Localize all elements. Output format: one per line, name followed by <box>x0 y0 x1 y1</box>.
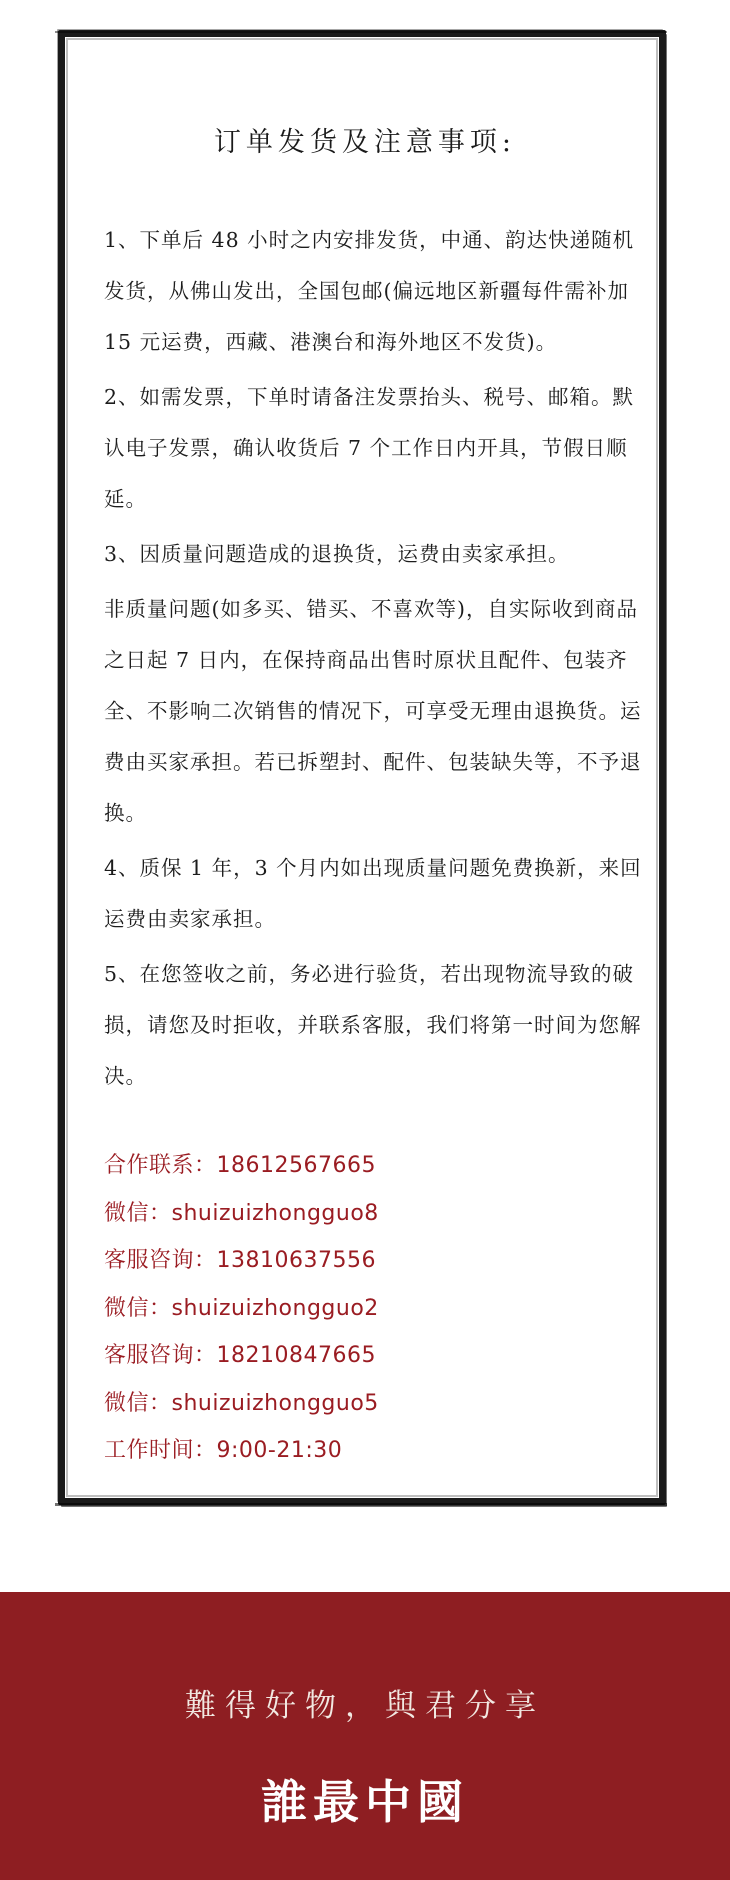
notice-paragraph-warranty: 4、质保 1 年，3 个月内如出现质量问题免费换新，来回运费由卖家承担。 <box>104 856 642 931</box>
notice-paragraph-quality-return: 3、因质量问题造成的退换货，运费由卖家承担。 <box>104 542 570 566</box>
brand-logo-text: 誰最中國 <box>261 1775 469 1829</box>
contact-service-phone-1: 客服咨询：13810637556 <box>104 1248 376 1273</box>
notice-paragraph-non-quality-return: 非质量问题(如多买、错买、不喜欢等)，自实际收到商品之日起 7 日内，在保持商品出售时原状且配件、包装齐全、不影响二次销售的情况下，可享受无理由退换货。运费由买家承担。若已拆塑封、配件、包装缺失等，不予退换。 <box>104 597 642 825</box>
contact-business-phone: 合作联系：18612567665 <box>104 1153 376 1178</box>
contact-wechat-2: 微信：shuizuizhongguo2 <box>104 1295 379 1321</box>
contact-wechat-1: 微信：shuizuizhongguo8 <box>104 1200 379 1226</box>
contact-wechat-3: 微信：shuizuizhongguo5 <box>104 1390 379 1416</box>
contact-service-phone-2: 客服咨询：18210847665 <box>104 1343 376 1368</box>
contact-working-hours: 工作时间：9:00-21:30 <box>104 1438 343 1463</box>
notice-paragraph-inspection: 5、在您签收之前，务必进行验货，若出现物流导致的破损，请您及时拒收，并联系客服，我们将第一时间为您解决。 <box>104 962 642 1088</box>
notice-body <box>104 215 644 1106</box>
contact-list <box>104 1142 644 1475</box>
notice-paragraph-invoice: 2、如需发票，下单时请备注发票抬头、税号、邮箱。默认电子发票，确认收货后 7 个工作日内开具，节假日顺延。 <box>104 385 635 511</box>
brand-banner <box>0 1592 730 1880</box>
notice-paragraph-shipping: 1、下单后 48 小时之内安排发货，中通、韵达快递随机发货，从佛山发出，全国包邮(偏远地区新疆每件需补加 15 元运费，西藏、港澳台和海外地区不发货)。 <box>104 228 635 354</box>
notice-title: 订单发货及注意事项: <box>213 127 517 158</box>
banner-slogan: 難得好物，與君分享 <box>185 1688 545 1724</box>
